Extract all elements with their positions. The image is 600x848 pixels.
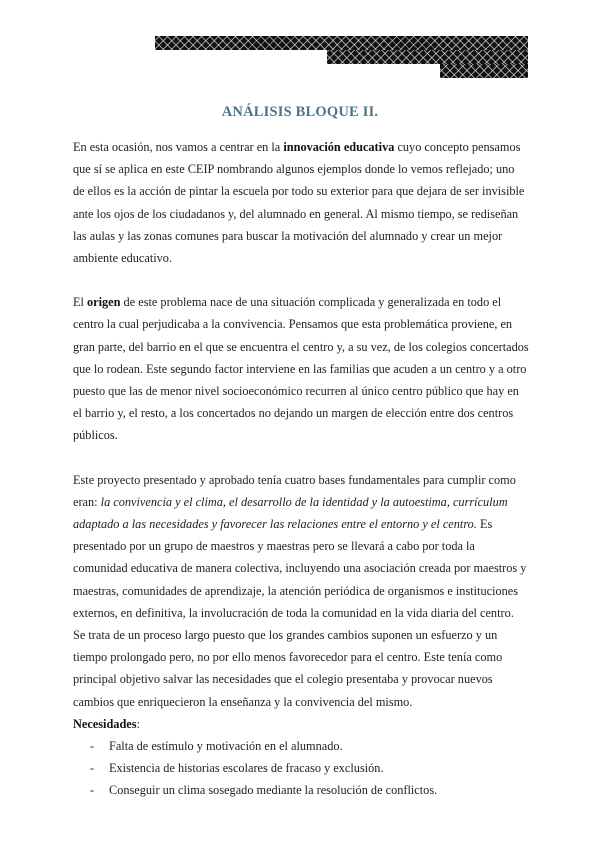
p2-bold-term: origen <box>87 295 121 310</box>
paragraph-process: Se trata de un proceso largo puesto que los grandes cambios suponen un esfuerzo y un tiempo prolongado pero, no por ello menos favorecedor para el centro. Este tenía como principal objetivo salvar las necesidades que el colegio presentaba y provocar nuevos cambios que enriquecieron la enseñanza y la convivencia del mismo. <box>73 628 503 709</box>
p3-text-end: Es presentado por un grupo de maestros y maestras pero se llevará a cabo por toda la comunidad educativa de manera colectiva, incluyendo una asociación creada por maestros y maestras, comunidades de aprendizaje, la atención periódica de organismos e instituciones externos, en definitiva, la involucración de toda la comunidad en la vida diaria del centro. <box>73 517 527 620</box>
paragraph-innovation <box>73 136 529 269</box>
p3-text-start: Este proyecto presentado y aprobado tenía cuatro bases fundamentales para cumplir como eran: <box>73 472 516 509</box>
p1-bold-term: innovación educativa <box>283 140 395 154</box>
needs-heading <box>73 713 529 735</box>
needs-list <box>73 735 529 802</box>
needs-heading-label: Necesidades <box>73 716 137 731</box>
p3-italic-bases: la convivencia y el clima, el desarrollo de la identidad y la autoestima, currículum adaptado a las necesidades y favorecer las relaciones entre el entorno y el centro. <box>73 494 508 532</box>
redaction-bar-3 <box>440 64 528 78</box>
document-body <box>73 136 529 802</box>
p1-text-end: cuyo concepto pensamos que sí se aplica en este CEIP nombrando algunos ejemplos donde lo vemos reflejado; uno de ellos es la acción de pintar la escuela por todo su exterior para que dejara de ser invisible ante los ojos de los ciudadanos y, del alumnado en general. Al mismo tiempo, se rediseñan las aulas y las zonas comunes para buscar la motivación del alumnado y crear un mejor ambiente educativo. <box>73 140 525 266</box>
redaction-bar-2 <box>327 50 528 64</box>
p1-text-start: En esta ocasión, nos vamos a centrar en la <box>73 140 284 154</box>
p2-text-start: El <box>73 295 88 310</box>
list-item: - Conseguir un clima sosegado mediante la resolución de conflictos. <box>73 779 529 801</box>
paragraph-project <box>73 469 529 624</box>
list-item: - Falta de estímulo y motivación en el alumnado. <box>73 735 529 757</box>
p2-text-end: de este problema nace de una situación complicada y generalizada en todo el centro la cual perjudicaba a la convivencia. Pensamos que esta problemática proviene, en gran parte, del barrio en el que se encuentra el centro y, a su vez, de los colegios concertados que lo rodean. Este segundo factor interviene en las familias que acuden a un centro y a otro puesto que las de menor nivel socioeconómico recurren al único centro público que hay en el barrio y, el resto, a los concertados no dejando un margen de elección entre dos centros públicos. <box>73 295 529 443</box>
list-item: - Existencia de historias escolares de fracaso y exclusión. <box>73 757 529 779</box>
needs-heading-colon: : <box>136 716 140 731</box>
redaction-bar-1 <box>155 36 528 50</box>
page-title: ANÁLISIS BLOQUE II. <box>221 104 379 120</box>
paragraph-origin <box>73 291 529 446</box>
